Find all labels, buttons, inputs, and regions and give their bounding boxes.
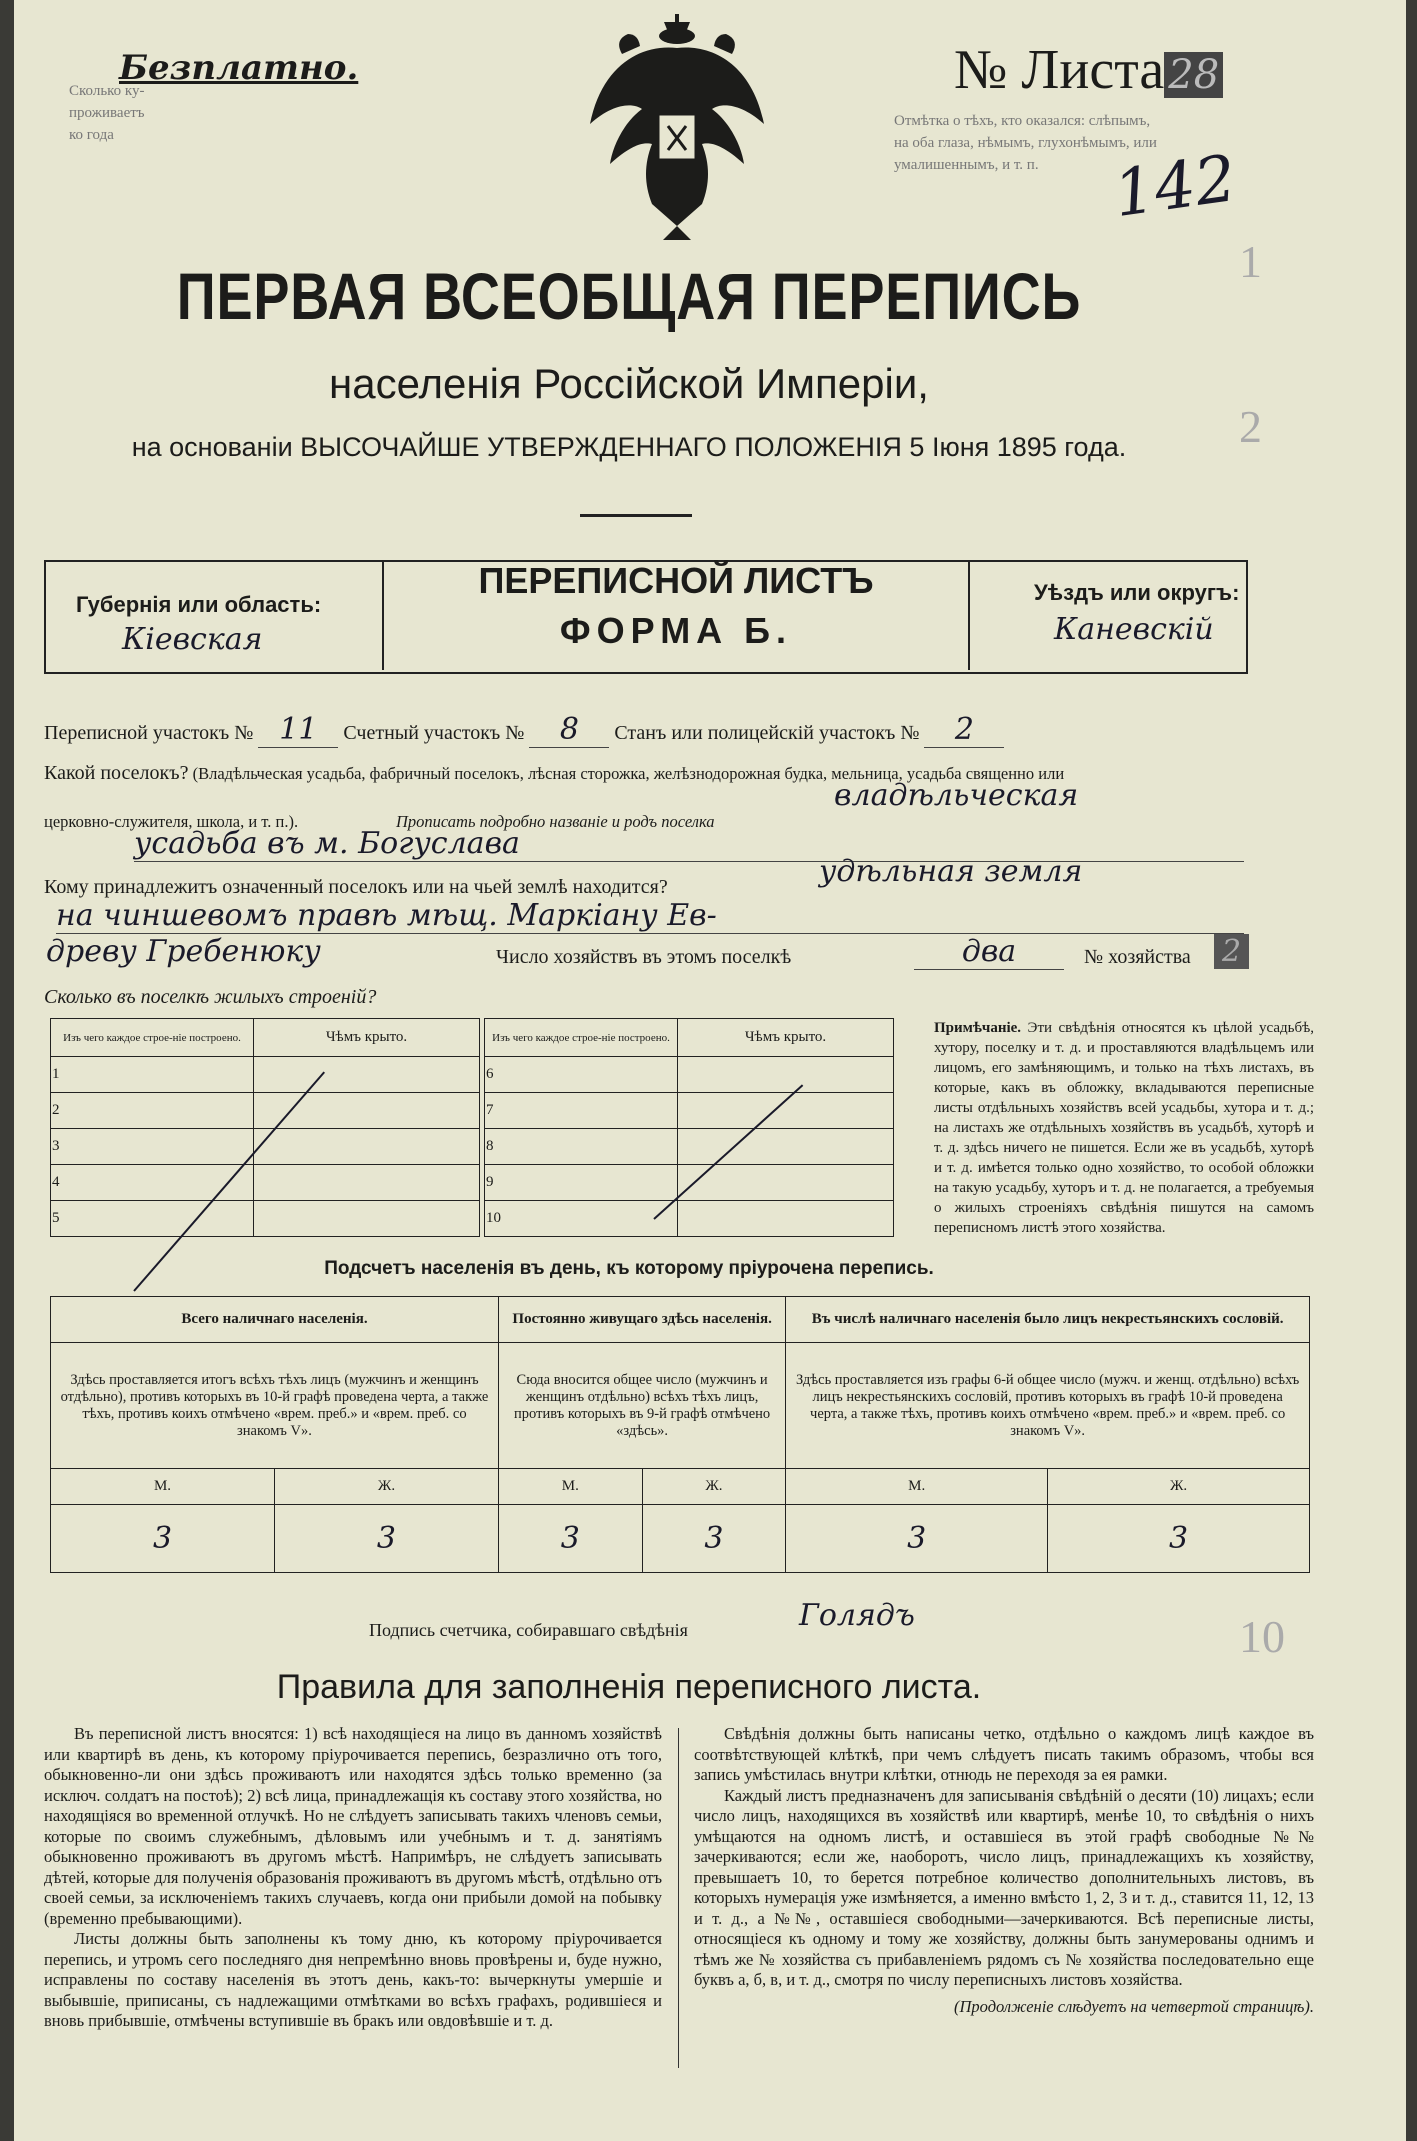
- settlement-value-2: усадьба въ м. Богуслава: [134, 826, 1244, 862]
- document-title: ПЕРВАЯ ВСЕОБЩАЯ ПЕРЕПИСЬ: [176, 259, 1082, 333]
- buildings-table-left: [50, 1018, 480, 1237]
- female-header: Ж.: [1048, 1469, 1310, 1505]
- col3-text: Здѣсь проставляется изъ графы 6-й общее число (мужч. и женщ. отдѣльно) всѣхъ лицъ некрестьянскихъ сословій, противъ которыхъ въ графѣ 10-й проведена черта, а также тѣхъ, противъ коихъ отмѣчено «врем. преб.» и «врем. преб. со знакомъ V».: [786, 1343, 1310, 1469]
- roof-cell: [254, 1165, 480, 1201]
- building-row-label: 4: [51, 1165, 254, 1201]
- bleed-num-1: 1: [1239, 236, 1262, 287]
- frame-divider-right: [968, 560, 970, 670]
- count-area-label: Счетный участокъ №: [343, 722, 525, 744]
- building-row-label: 7: [485, 1093, 678, 1129]
- population-heading: Подсчетъ населенія въ день, къ которому пріурочена перепись.: [324, 1258, 934, 1279]
- rules-right-p1: Свѣдѣнія должны быть написаны четко, отдѣльно о каждомъ лицѣ каждое въ соотвѣтствующей клѣткѣ, при чемъ слѣдуетъ писать такимъ образомъ, чтобы вся запись умѣстилась внутри клѣтки, отнюдь не переходя за ея рамки.: [694, 1724, 1314, 1784]
- count-area-value: 8: [529, 712, 609, 748]
- stan-label: Станъ или полицейскій участокъ №: [614, 722, 920, 744]
- owner-value-3: древу Гребенюку: [46, 934, 321, 969]
- census-area-label: Переписной участокъ №: [44, 722, 254, 744]
- form-subtitle: ФОРМА Б.: [559, 610, 793, 651]
- male-header: М.: [786, 1469, 1048, 1505]
- form-title: ПЕРЕПИСНОЙ ЛИСТЪ: [478, 560, 874, 601]
- rules-divider: [678, 1728, 679, 2068]
- owner-value-1: удѣльная земля: [819, 854, 1083, 889]
- household-number-value: 2: [1214, 934, 1249, 969]
- households-count-label: Число хозяйствъ въ этомъ поселкѣ: [496, 946, 792, 968]
- rules-right-p2: Каждый листъ предназначенъ для записыванія свѣдѣній о десяти (10) лицахъ; если число лицъ, находящихся въ хозяйствѣ или квартирѣ, менѣе 10, то свѣдѣнія о нихъ умѣщаются на одномъ листѣ, и оставшіеся въ этой графѣ свободные №№ зачеркиваются; если же, наоборотъ, число лицъ, принадлежащихъ къ хозяйству, превышаетъ 10, то берется потребное количество дополнительныхъ листовъ, въ которыхъ нумерація уже измѣняется, а именно вмѣсто 1, 2, 3 и т. д., ставится 11, 12, 13 и т. д., а №№, оставшіеся свободными—зачеркиваются. Всѣ переписные листы, относящіеся къ одному и тому же хозяйству, должны быть занумерованы однимъ и тѣмъ же № хозяйства съ прибавленіемъ рядомъ съ № хозяйства последовательно еще буквъ а, б, в, и т. д., смотря по числу переписныхъ листовъ хозяйства.: [694, 1785, 1314, 1989]
- population-table: [50, 1296, 1310, 1573]
- col-material-header: Изъ чего каждое строе-ніе построено.: [51, 1019, 254, 1057]
- building-row-label: 8: [485, 1129, 678, 1165]
- col1-text: Здѣсь проставляется итогъ всѣхъ тѣхъ лицъ (мужчинъ и женщинъ отдѣльно), противъ которыхъ въ 10-й графѣ проведена черта, а также тѣхъ, противъ коихъ отмѣчено «врем. преб.» и «врем. преб. со знакомъ V».: [51, 1343, 499, 1469]
- building-row-label: 6: [485, 1057, 678, 1093]
- total-female-value: 3: [274, 1505, 498, 1573]
- rules-right-column: [694, 1724, 1314, 2017]
- male-header: М.: [498, 1469, 642, 1505]
- owner-value-2: на чиншевомъ правѣ мѣщ. Маркіану Ев-: [56, 898, 1244, 934]
- building-row-label: 1: [51, 1057, 254, 1093]
- rules-title: Правила для заполненія переписного листа.: [276, 1668, 982, 1706]
- signature-label: Подпись счетчика, собиравшаго свѣдѣнія: [369, 1620, 688, 1640]
- settlement-hint2: церковно-служителя, школа, и т. п.).: [44, 812, 299, 831]
- note-title: Примѣчаніе.: [934, 1020, 1022, 1036]
- buildings-table-right: [484, 1018, 894, 1237]
- title-rule: [580, 514, 692, 517]
- rules-continued: (Продолженіе слѣдуетъ на четвертой страницѣ).: [954, 1996, 1314, 2016]
- settlement-hint1: (Владѣльческая усадьба, фабричный поселокъ, лѣсная сторожка, желѣзнодорожная будка, мельница, усадьба священно или: [192, 764, 1065, 783]
- province-label: Губернія или область:: [76, 592, 322, 617]
- col3-title: Въ числѣ наличнаго населенія было лицъ некрестьянскихъ сословій.: [786, 1297, 1310, 1343]
- building-row-label: 10: [485, 1201, 678, 1237]
- building-row-label: 5: [51, 1201, 254, 1237]
- signature-value: Голядъ: [799, 1598, 915, 1633]
- roof-cell: [678, 1201, 894, 1237]
- district-label: Уѣздъ или округъ:: [1034, 580, 1240, 605]
- owner-question: Кому принадлежитъ означенный поселокъ или на чьей землѣ находится?: [44, 876, 668, 898]
- sheet-number-value: 28: [1164, 52, 1223, 98]
- rules-left-p2: Листы должны быть заполнены къ тому дню, къ которому пріурочивается перепись, и утромъ сего последняго дня непремѣнно вновь провѣрены и, буде нужно, исправлены по составу населенія въ этотъ день, какъ-то: вычеркнуты умершіе и выбывшіе, приписаны, съ надлежащими отмѣтками во всѣхъ графахъ, родившіеся и вновь прибывшіе, отмѣчены вступившіе въ бракъ или овдовѣвшіе и т. д.: [44, 1929, 662, 2030]
- legal-basis: на основаніи ВЫСОЧАЙШЕ УТВЕРЖДЕННАГО ПОЛОЖЕНІЯ 5 Іюня 1895 года.: [131, 432, 1127, 462]
- document-subtitle: населенія Россійской Имперіи,: [329, 360, 929, 407]
- col1-title: Всего наличнаго населенія.: [51, 1297, 499, 1343]
- bleed-text-left: Сколько ку- проживаетъ ко года: [69, 83, 145, 143]
- female-header: Ж.: [274, 1469, 498, 1505]
- building-row-label: 9: [485, 1165, 678, 1201]
- roof-cell: [678, 1057, 894, 1093]
- rules-left-column: [44, 1724, 662, 2032]
- sheet-number-box: [954, 38, 1223, 102]
- col-roof-header: Чѣмъ крыто.: [678, 1019, 894, 1057]
- non-peasant-female-value: 3: [1048, 1505, 1310, 1573]
- note-text: Эти свѣдѣнія относятся къ цѣлой усадьбѣ, хутору, поселку и т. д. и проставляются владѣльцемъ или лицомъ, его замѣняющимъ, и только на тѣхъ листахъ, въ которые, какъ въ обложку, вкладываются переписные листы отдѣльныхъ хозяйствъ всей усадьбы, хутора и т. д.; на листахъ же отдѣльныхъ хозяйствъ въ усадьбѣ, хуторѣ и т. д. здѣсь ничего не пишется. Если же въ усадьбѣ, хуторѣ и т. д. имѣется только одно хозяйство, то особой обложки на такую усадьбу, хуторъ и т. д. не полагается, а требуемыя о жилыхъ строеніяхъ свѣдѣнія пишутся на самомъ переписномъ листѣ этого хозяйства.: [934, 1020, 1315, 1236]
- census-area-value: 11: [258, 712, 338, 748]
- male-header: М.: [51, 1469, 275, 1505]
- building-row-label: 3: [51, 1129, 254, 1165]
- col-roof-header: Чѣмъ крыто.: [254, 1019, 480, 1057]
- bleed-text-right: Отмѣтка о тѣхъ, кто оказался: слѣпымъ, на оба глаза, нѣмымъ, глухонѣмымъ, или умалишеннымъ, и т. п.: [894, 113, 1157, 173]
- roof-cell: [254, 1129, 480, 1165]
- roof-cell: [254, 1057, 480, 1093]
- province-value: Кіевская: [122, 622, 263, 657]
- rules-left-p1: Въ переписной листъ вносятся: 1) всѣ находящіеся на лицо въ данномъ хозяйствѣ или квартирѣ въ день, къ которому пріурочивается перепись, безразлично отъ того, обыкновенно-ли они здѣсь проживаютъ или находятся здѣсь только временно (за исключ. солдатъ на постоѣ); 2) всѣ лица, принадлежащія къ составу этого хозяйства, но находящіяся во временной отлучкѣ. Но не слѣдуетъ записывать такихъ членовъ семьи, которые по своимъ служебнымъ, дѣловымъ или учебнымъ и т. д. занятіямъ обыкновенно проживаютъ въ другомъ мѣстѣ. Напримѣръ, не слѣдуетъ записывать дѣтей, которые для полученія образованія проживаютъ въ другомъ мѣстѣ, отдѣльно отъ своей семьи, за исключеніемъ такихъ случаевъ, когда они прибыли домой на побывку (временно пребывающими).: [44, 1724, 662, 1928]
- census-sheet: [14, 0, 1406, 2141]
- handwritten-page-number: 142: [1109, 141, 1241, 233]
- building-row-label: 2: [51, 1093, 254, 1129]
- stan-value: 2: [924, 712, 1004, 748]
- roof-cell: [678, 1129, 894, 1165]
- col-material-header: Изъ чего каждое строе-ніе построено.: [485, 1019, 678, 1057]
- free-label: Безплатно.: [119, 48, 359, 88]
- sheet-number-label: № Листа: [954, 39, 1165, 101]
- settlement-q-label: Какой поселокъ?: [44, 762, 189, 784]
- settlement-value-1: владѣльческая: [834, 778, 1079, 813]
- imperial-eagle-emblem: [582, 14, 772, 244]
- bleed-num-10: 10: [1239, 1611, 1285, 1662]
- total-male-value: 3: [51, 1505, 275, 1573]
- district-value: Каневскій: [1054, 612, 1214, 647]
- permanent-female-value: 3: [642, 1505, 786, 1573]
- buildings-question: Сколько въ поселкѣ жилыхъ строеній?: [44, 986, 377, 1008]
- col2-text: Сюда вносится общее число (мужчинъ и женщинъ отдѣльно) всѣхъ тѣхъ лицъ, противъ которыхъ въ 9-й графѣ отмѣчено «здѣсь».: [498, 1343, 785, 1469]
- roof-cell: [254, 1201, 480, 1237]
- bleed-num-2: 2: [1239, 401, 1262, 452]
- household-number-label: № хозяйства: [1084, 946, 1191, 968]
- female-header: Ж.: [642, 1469, 786, 1505]
- non-peasant-male-value: 3: [786, 1505, 1048, 1573]
- households-count-value: два: [914, 934, 1064, 970]
- areas-line: [44, 712, 1244, 748]
- settlement-hint3: Прописать подробно названіе и родъ поселка: [396, 812, 715, 831]
- col2-title: Постоянно живущаго здѣсь населенія.: [498, 1297, 785, 1343]
- buildings-note: [934, 1018, 1314, 1238]
- roof-cell: [254, 1093, 480, 1129]
- permanent-male-value: 3: [498, 1505, 642, 1573]
